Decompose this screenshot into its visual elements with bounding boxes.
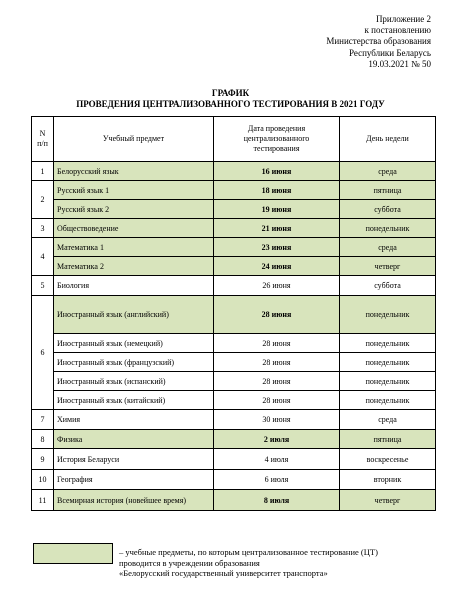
header-date-line: Дата проведения xyxy=(247,124,306,133)
date-cell: 28 июня xyxy=(214,391,340,410)
weekday-cell: четверг xyxy=(340,257,436,276)
date-cell: 16 июня xyxy=(214,162,340,181)
date-cell: 26 июня xyxy=(214,276,340,296)
subject-cell: Химия xyxy=(54,410,214,430)
table-row xyxy=(32,257,436,276)
document-title: ГРАФИК xyxy=(211,88,250,98)
appendix-line: Приложение 2 xyxy=(375,14,431,24)
subject-cell: Иностранный язык (немецкий) xyxy=(54,334,214,353)
row-number: 3 xyxy=(32,219,54,238)
date-cell: 19 июня xyxy=(214,200,340,219)
subject-cell: Иностранный язык (испанский) xyxy=(54,372,214,391)
row-number: 8 xyxy=(32,430,54,449)
weekday-cell: понедельник xyxy=(340,372,436,391)
weekday-cell: пятница xyxy=(340,181,436,200)
legend-line: проводится в учреждении образования xyxy=(119,557,260,568)
legend-line: – учебные предметы, по которым централизованное тестирование (ЦТ) xyxy=(119,547,378,557)
date-cell: 18 июня xyxy=(214,181,340,200)
table-row xyxy=(32,238,436,257)
table-row xyxy=(32,353,436,372)
subject-cell: Иностранный язык (китайский) xyxy=(54,391,214,410)
table-body xyxy=(32,162,436,511)
date-cell: 28 июня xyxy=(214,296,340,334)
table-row xyxy=(32,334,436,353)
table-row xyxy=(32,276,436,296)
subject-cell: Биология xyxy=(54,276,214,296)
header-number-line: п/п xyxy=(37,139,48,148)
weekday-cell: понедельник xyxy=(340,353,436,372)
subject-cell: Математика 2 xyxy=(54,257,214,276)
date-cell: 24 июня xyxy=(214,257,340,276)
table-row xyxy=(32,449,436,470)
header-date-line: централизованного xyxy=(243,134,310,143)
row-number: 10 xyxy=(32,470,54,490)
weekday-cell: понедельник xyxy=(340,334,436,353)
legend-text xyxy=(119,547,378,579)
header-day: День недели xyxy=(340,117,436,162)
subject-cell: Иностранный язык (французский) xyxy=(54,353,214,372)
table-row xyxy=(32,200,436,219)
row-number: 1 xyxy=(32,162,54,181)
weekday-cell: среда xyxy=(340,410,436,430)
header-number xyxy=(32,117,54,162)
weekday-cell: пятница xyxy=(340,430,436,449)
row-number: 11 xyxy=(32,490,54,511)
table-row xyxy=(32,181,436,200)
weekday-cell: воскресенье xyxy=(340,449,436,470)
weekday-cell: суббота xyxy=(340,200,436,219)
row-number: 4 xyxy=(32,238,54,276)
legend-color-swatch xyxy=(33,543,113,564)
schedule-table xyxy=(31,116,436,511)
table-row xyxy=(32,430,436,449)
subject-cell: Обществоведение xyxy=(54,219,214,238)
table-row xyxy=(32,162,436,181)
date-cell: 21 июня xyxy=(214,219,340,238)
date-cell: 6 июля xyxy=(214,470,340,490)
document-subtitle: ПРОВЕДЕНИЯ ЦЕНТРАЛИЗОВАННОГО ТЕСТИРОВАНИЯ В 2021 ГОДУ xyxy=(76,99,385,109)
subject-cell: Физика xyxy=(54,430,214,449)
table-row xyxy=(32,219,436,238)
weekday-cell: четверг xyxy=(340,490,436,511)
header-number-line: N xyxy=(39,129,46,138)
appendix-line: Министерства образования xyxy=(326,36,431,47)
appendix-reference xyxy=(326,14,431,70)
header-subject: Учебный предмет xyxy=(54,117,214,162)
row-number: 2 xyxy=(32,181,54,219)
weekday-cell: суббота xyxy=(340,276,436,296)
date-cell: 4 июля xyxy=(214,449,340,470)
subject-cell: Всемирная история (новейшее время) xyxy=(54,490,214,511)
date-cell: 8 июля xyxy=(214,490,340,511)
weekday-cell: вторник xyxy=(340,470,436,490)
table-row xyxy=(32,296,436,334)
subject-cell: География xyxy=(54,470,214,490)
date-cell: 28 июня xyxy=(214,334,340,353)
appendix-line: к постановлению xyxy=(364,25,431,36)
date-cell: 23 июня xyxy=(214,238,340,257)
appendix-line: 19.03.2021 № 50 xyxy=(368,58,431,69)
weekday-cell: понедельник xyxy=(340,296,436,334)
row-number: 9 xyxy=(32,449,54,470)
table-header-row xyxy=(32,117,436,162)
subject-cell: Русский язык 2 xyxy=(54,200,214,219)
weekday-cell: понедельник xyxy=(340,391,436,410)
subject-cell: Математика 1 xyxy=(54,238,214,257)
subject-cell: История Беларуси xyxy=(54,449,214,470)
header-date-line: тестирования xyxy=(253,144,300,153)
date-cell: 28 июня xyxy=(214,353,340,372)
date-cell: 30 июня xyxy=(214,410,340,430)
weekday-cell: понедельник xyxy=(340,219,436,238)
date-cell: 28 июня xyxy=(214,372,340,391)
weekday-cell: среда xyxy=(340,238,436,257)
table-row xyxy=(32,372,436,391)
appendix-line: Республики Беларусь xyxy=(348,47,431,58)
header-date xyxy=(214,117,340,162)
table-row xyxy=(32,470,436,490)
table-row xyxy=(32,490,436,511)
subject-cell: Иностранный язык (английский) xyxy=(54,296,214,334)
subject-cell: Русский язык 1 xyxy=(54,181,214,200)
subject-cell: Белорусский язык xyxy=(54,162,214,181)
table-row xyxy=(32,410,436,430)
legend-line: «Белорусский государственный университет транспорта» xyxy=(119,568,328,579)
row-number: 6 xyxy=(32,296,54,410)
date-cell: 2 июля xyxy=(214,430,340,449)
table-row xyxy=(32,391,436,410)
weekday-cell: среда xyxy=(340,162,436,181)
row-number: 7 xyxy=(32,410,54,430)
row-number: 5 xyxy=(32,276,54,296)
